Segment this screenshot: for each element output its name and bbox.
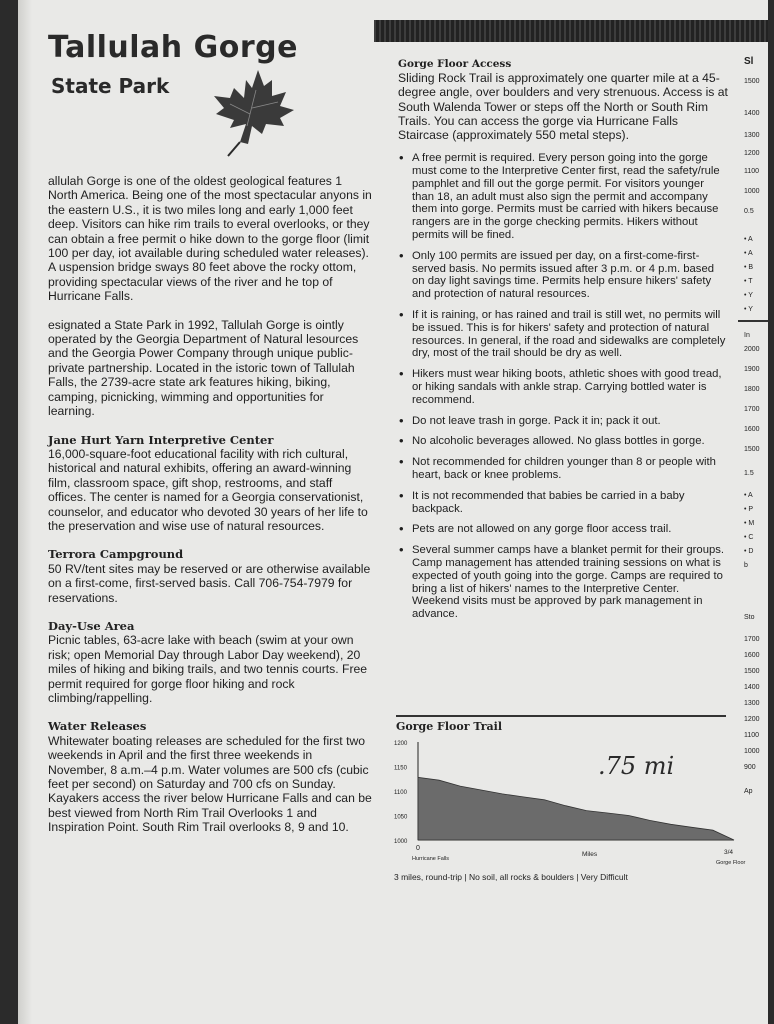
elevation-area (418, 777, 734, 840)
right-column-label: 1400 (744, 110, 760, 117)
list-item: • If it is raining, or has rained and trail is still wet, no permits will be issued. This is for hikers' safety and protection of natural resources. In general, if the road and sidewalks are completely dry, most of the trail should be dry as well. (398, 309, 728, 360)
list-item: • No alcoholic beverages allowed. No glass bottles in gorge. (398, 435, 728, 448)
section-body: 50 RV/tent sites may be reserved or are otherwise available on a first-come, first-served basis. Call 706-754-7979 for reservations. (48, 561, 371, 605)
y-tick-label: 1100 (394, 790, 407, 796)
right-divider (738, 320, 768, 322)
chart-title: Gorge Floor Trail (396, 720, 502, 733)
right-column-label: • A (744, 492, 753, 499)
right-column-label: 1.5 (744, 470, 754, 477)
middle-column (398, 58, 728, 629)
right-column-label: 1200 (744, 716, 760, 723)
right-column-label: 1500 (744, 668, 760, 675)
right-column-header: Sl (744, 56, 754, 67)
right-column-label: 1300 (744, 132, 760, 139)
gorge-access-heading: Gorge Floor Access (398, 58, 512, 70)
list-item: • Hikers must wear hiking boots, athletic shoes with good tread, or hiking sandals with ankle strap. Carrying bottled water is recommend. (398, 368, 728, 406)
header-bar-pattern (374, 20, 768, 42)
right-column-label: In (744, 332, 750, 339)
intro-paragraph-1: allulah Gorge is one of the oldest geological features 1 North America. Being one of the most spectacular anyons in the eastern U.S., it is two miles long and early 1,000 feet deep. Visitors can hike rim trails to everal overlooks, or they can obtain a free permit o hike down to the gorge floor (limit 100 per day, iot available during scheduled water releases). A uspension bridge sways 80 feet above the rocky ottom, providing spectacular views of the river and he top of Hurricane Falls. (48, 174, 372, 304)
right-column-label: • M (744, 520, 755, 527)
intro-paragraph-2: esignated a State Park in 1992, Tallulah Gorge is ointly operated by the Georgia Department of Natural lesources and the Georgia Power Company through unique public-private partnership. Located in the istoric town of Tallulah Falls, the 2739-acre state ark features hiking, biking, camping, picnicking, wimming and opportunities for learning. (48, 317, 359, 419)
right-column-label: 1600 (744, 652, 760, 659)
park-subtitle: State Park (51, 74, 170, 98)
right-column-label: • C (744, 534, 754, 541)
y-tick-label: 1150 (394, 765, 407, 772)
right-column-label: • A (744, 250, 753, 257)
list-item: • Not recommended for children younger than 8 or people with heart, back or knee problems. (398, 456, 728, 482)
section-campground (48, 547, 373, 605)
section-interpretive-center (48, 433, 373, 534)
list-item: • Pets are not allowed on any gorge floor access trail. (398, 523, 728, 536)
section-heading: Water Releases (48, 719, 147, 734)
right-column-label: Sto (744, 614, 755, 621)
section-heading: Terrora Campground (48, 547, 184, 562)
right-column-label: • T (744, 278, 753, 285)
y-tick-label: 1050 (394, 814, 408, 821)
x-axis-label: Miles (582, 851, 598, 858)
right-column-label: 1100 (744, 732, 760, 739)
list-item: • Do not leave trash in gorge. Pack it in; pack it out. (398, 415, 728, 428)
right-column-label: 1400 (744, 684, 760, 691)
right-column-label: 1300 (744, 700, 760, 707)
list-item: • Several summer camps have a blanket permit for their groups. Camp management has attended training sessions on what is expected of youth going into the gorge. Camps are required to bring a list of hikers' names to the Interpretive Center. Weekend visits must be approved by park management in advance. (398, 544, 728, 621)
right-column-label: 1000 (744, 748, 760, 755)
section-water-releases (48, 719, 373, 834)
left-column (48, 174, 373, 849)
right-column-label: 900 (744, 764, 756, 771)
right-column-label: 1100 (744, 168, 760, 175)
right-column-label: • P (744, 506, 754, 513)
gorge-access-intro: Sliding Rock Trail is approximately one quarter mile at a 45-degree angle, over boulders and very strenuous. Access is at South Walenda Tower or steps off the North or South Rim Trails. You can access the gorge via Hurricane Falls Staircase (approximately 550 metal steps). (398, 71, 728, 143)
right-column-label: 1500 (744, 446, 760, 453)
brochure-page (18, 0, 768, 1024)
x-end-label: 3/4 (724, 849, 734, 856)
elevation-chart (372, 732, 746, 884)
right-column-label: 1700 (744, 406, 760, 413)
right-column-label: • D (744, 548, 754, 555)
section-heading: Jane Hurt Yarn Interpretive Center (48, 432, 274, 447)
right-column-label: 0.5 (744, 208, 754, 215)
right-column-label: 1000 (744, 188, 760, 195)
y-tick-label: 1000 (394, 839, 408, 845)
right-column-label: Ap (744, 788, 753, 795)
right-column-label: 1700 (744, 636, 760, 643)
section-heading: Day-Use Area (48, 618, 135, 633)
right-column-label: 1900 (744, 366, 760, 373)
start-name-label: Hurricane Falls (412, 856, 449, 862)
maple-leaf-icon (200, 64, 300, 160)
page-shadow (18, 0, 32, 1024)
chart-divider (396, 715, 726, 717)
section-body: Whitewater boating releases are scheduled for the first two weekends in April and the first three weekends in November, 8 a.m.–4 p.m. Water volumes are 500 cfs (cubic feet per second) on Saturday and 700 cfs on Sunday. Kayakers access the river below Hurricane Falls and can be best viewed from North Rim Trail Overlooks 1 and Inspiration Point. South Rim Trail overlooks 8, 9 and 10. (48, 733, 372, 835)
right-column-label: 1500 (744, 78, 760, 85)
list-item: • It is not recommended that babies be carried in a baby backpack. (398, 490, 728, 516)
list-item: • Only 100 permits are issued per day, on a first-come-first-served basis. No permits issued after 3 p.m. or 4 p.m. based on day light savings time. Permits help ensure hikers' safety and protection of natural resources. (398, 250, 728, 301)
park-title: Tallulah Gorge (48, 30, 298, 65)
right-column-label: • B (744, 264, 754, 271)
distance-annotation: .75 mi (598, 752, 675, 780)
y-tick-label: 1200 (394, 741, 408, 747)
x-start-label: 0 (416, 845, 420, 852)
right-column-label: b (744, 562, 748, 569)
right-column-label: 1800 (744, 386, 760, 393)
end-name-label: Gorge Floor (716, 860, 746, 866)
section-day-use (48, 619, 373, 705)
right-column-label: 1600 (744, 426, 760, 433)
chart-footer: 3 miles, round-trip | No soil, all rocks & boulders | Very Difficult (394, 872, 628, 882)
rules-list (398, 152, 728, 621)
section-body: Picnic tables, 63-acre lake with beach (swim at your own risk; open Memorial Day through Labor Day weekend), 20 miles of hiking and biking trails, and two tennis courts. Free permit required for gorge floor hiking and rock climbing/rappelling. (48, 633, 368, 705)
right-column-label: • Y (744, 306, 753, 313)
right-column-label: • A (744, 236, 753, 243)
list-item: • A free permit is required. Every person going into the gorge must come to the Interpretive Center first, read the safety/rule pamphlet and fill out the gorge permit. For visitors younger than 18, an adult must also sign the permit and accompany them into gorge. Permits must be carried with hikers because rangers are in the gorge checking permits. Hikers without permits will be fined. (398, 152, 728, 242)
right-column-label: 1200 (744, 150, 760, 157)
section-body: 16,000-square-foot educational facility with rich cultural, historical and natural exhibits, offering an award-winning film, classroom space, gift shop, restrooms, and staff offices. The center is named for a Georgia conservationist, counselor, and educator who devoted 30 years of her life to the preservation and wise use of natural resources. (48, 446, 368, 533)
right-column-label: • Y (744, 292, 753, 299)
right-column-label: 2000 (744, 346, 760, 353)
